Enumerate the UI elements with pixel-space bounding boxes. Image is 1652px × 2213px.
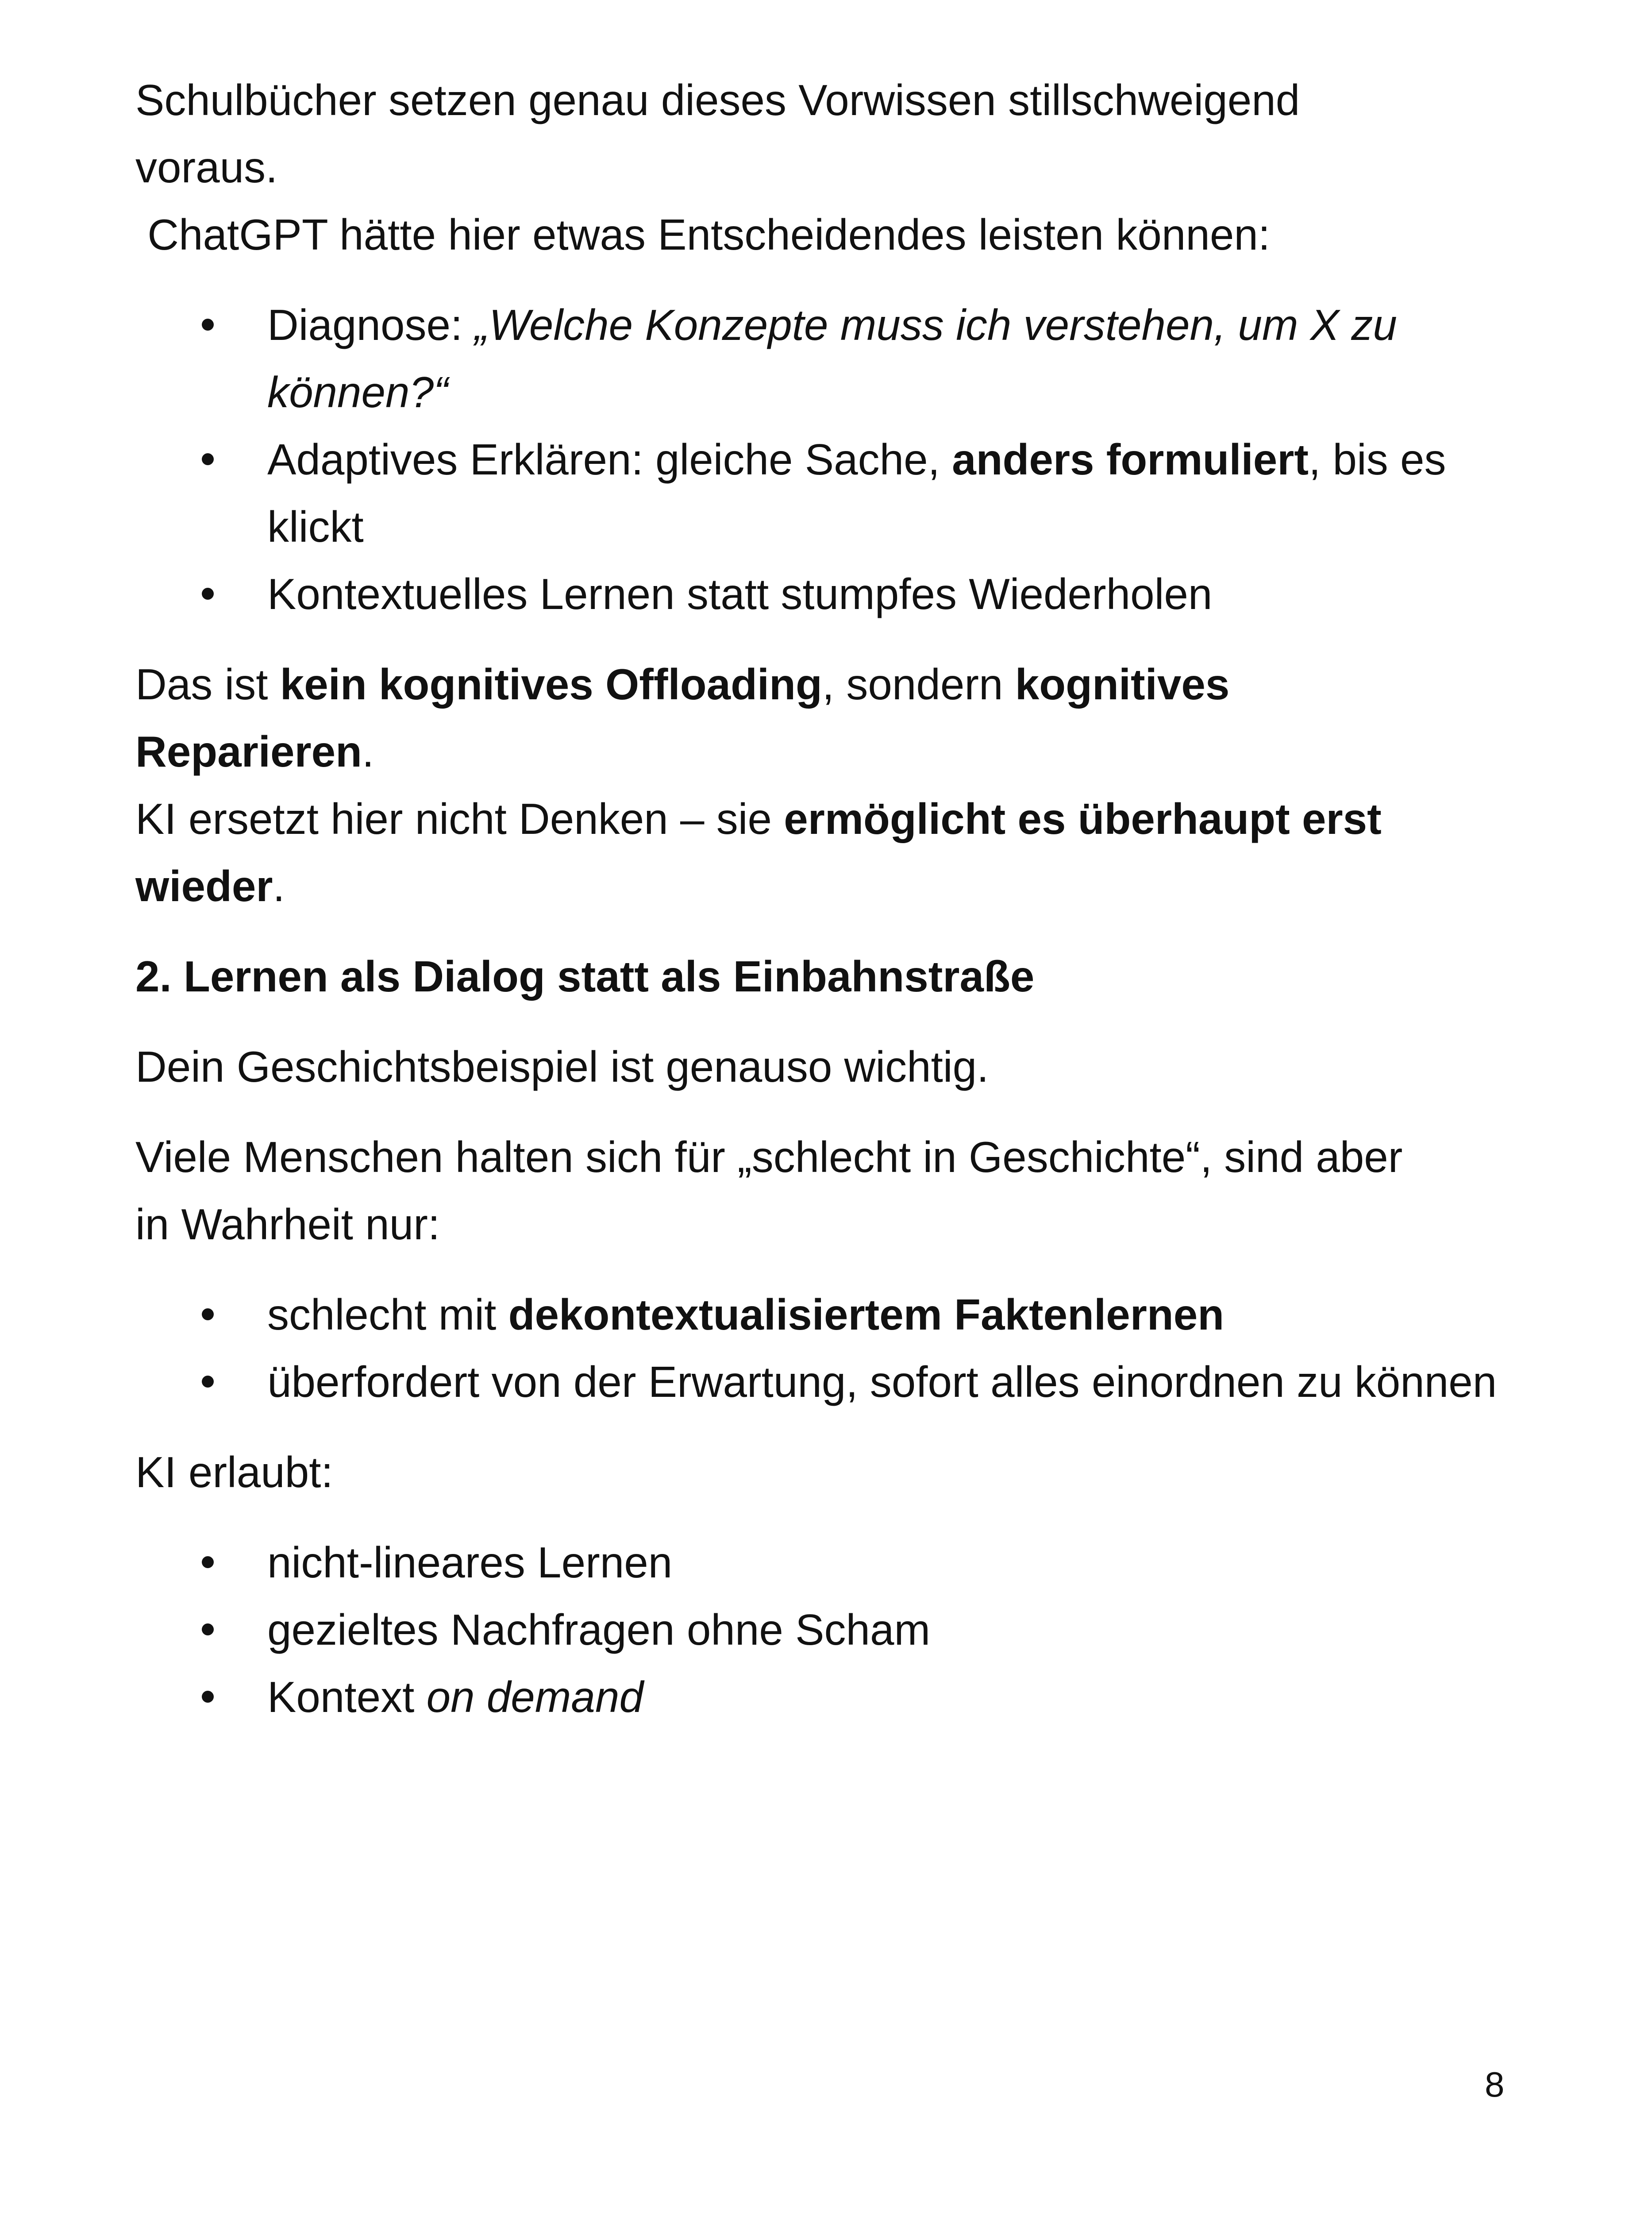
kontext-text: Kontextuelles Lernen statt stumpfes Wiederholen <box>267 570 1213 618</box>
ueberfordert-text: überfordert von der Erwartung, sofort alles einordnen zu können <box>267 1357 1497 1406</box>
list-item-nichtlinear <box>135 1529 1529 1596</box>
list-item-ueberfordert <box>135 1348 1506 1415</box>
para1-bold-2: kognitives Reparieren <box>135 660 1230 776</box>
bullet-icon <box>202 1691 214 1703</box>
diagnose-quote: „Welche Konzepte muss ich verstehen, um X zu können?“ <box>267 301 1397 416</box>
faktenlernen-pre: schlecht mit <box>267 1290 508 1339</box>
diagnose-label: Diagnose: <box>267 301 475 349</box>
para1-text-1: Das ist <box>135 660 280 709</box>
nichtlinear-text: nicht-lineares Lernen <box>267 1538 673 1587</box>
adaptive-text-bold: anders formuliert <box>952 435 1309 484</box>
para1-text-3: . <box>362 727 374 776</box>
para2-bold-1: ermöglicht es überhaupt erst wieder <box>135 794 1382 910</box>
ki-erlaubt-label: KI erlaubt: <box>135 1448 333 1496</box>
list-item-diagnose <box>135 291 1529 426</box>
offloading-paragraph <box>135 651 1330 785</box>
para2-text-1: KI ersetzt hier nicht Denken – sie <box>135 794 784 843</box>
geschichte-intro: Dein Geschichtsbeispiel ist genauso wichtig. <box>135 1042 989 1091</box>
kontext-pre: Kontext <box>267 1673 427 1721</box>
faktenlernen-bold: dekontextualisiertem Faktenlernen <box>508 1290 1225 1339</box>
adaptive-text-pre: Adaptives Erklären: gleiche Sache, <box>267 435 952 484</box>
intro-line-3: ChatGPT hätte hier etwas Entscheidendes leisten können: <box>135 210 1271 259</box>
page-number: 8 <box>1485 2065 1505 2104</box>
benefits-list <box>135 291 1529 628</box>
viele-menschen-paragraph: Viele Menschen halten sich für „schlecht in Geschichte“, sind aber in Wahrheit nur: <box>135 1133 1403 1249</box>
bullet-icon <box>202 1308 214 1320</box>
list-item-kontext <box>135 560 1529 628</box>
intro-line-2: voraus. <box>135 143 278 192</box>
para2-text-2: . <box>273 862 285 910</box>
bullet-icon <box>202 1556 214 1568</box>
bullet-icon <box>202 1623 214 1635</box>
page-content <box>135 66 1529 1731</box>
kontext-italic: on demand <box>426 1673 643 1721</box>
section-heading: 2. Lernen als Dialog statt als Einbahnstraße <box>135 952 1035 1001</box>
bullet-icon <box>202 1376 214 1388</box>
para1-bold-1: kein kognitives Offloading <box>280 660 822 709</box>
list-item-faktenlernen <box>135 1281 1529 1348</box>
list-item-adaptive <box>135 426 1529 560</box>
adaptive-text-post: , bis es klickt <box>267 435 1446 551</box>
bullet-icon <box>202 319 214 331</box>
ki-denken-paragraph <box>135 785 1485 920</box>
bullet-icon <box>202 453 214 465</box>
ki-list <box>135 1529 1529 1731</box>
history-list <box>135 1281 1529 1415</box>
list-item-kontext-on-demand <box>135 1663 1529 1731</box>
nachfragen-text: gezieltes Nachfragen ohne Scham <box>267 1605 931 1654</box>
list-item-nachfragen <box>135 1596 1529 1663</box>
bullet-icon <box>202 588 214 600</box>
para1-text-2: , sondern <box>822 660 1015 709</box>
intro-line-1: Schulbücher setzen genau dieses Vorwissen stillschweigend <box>135 76 1300 124</box>
intro-paragraph <box>135 66 1529 268</box>
